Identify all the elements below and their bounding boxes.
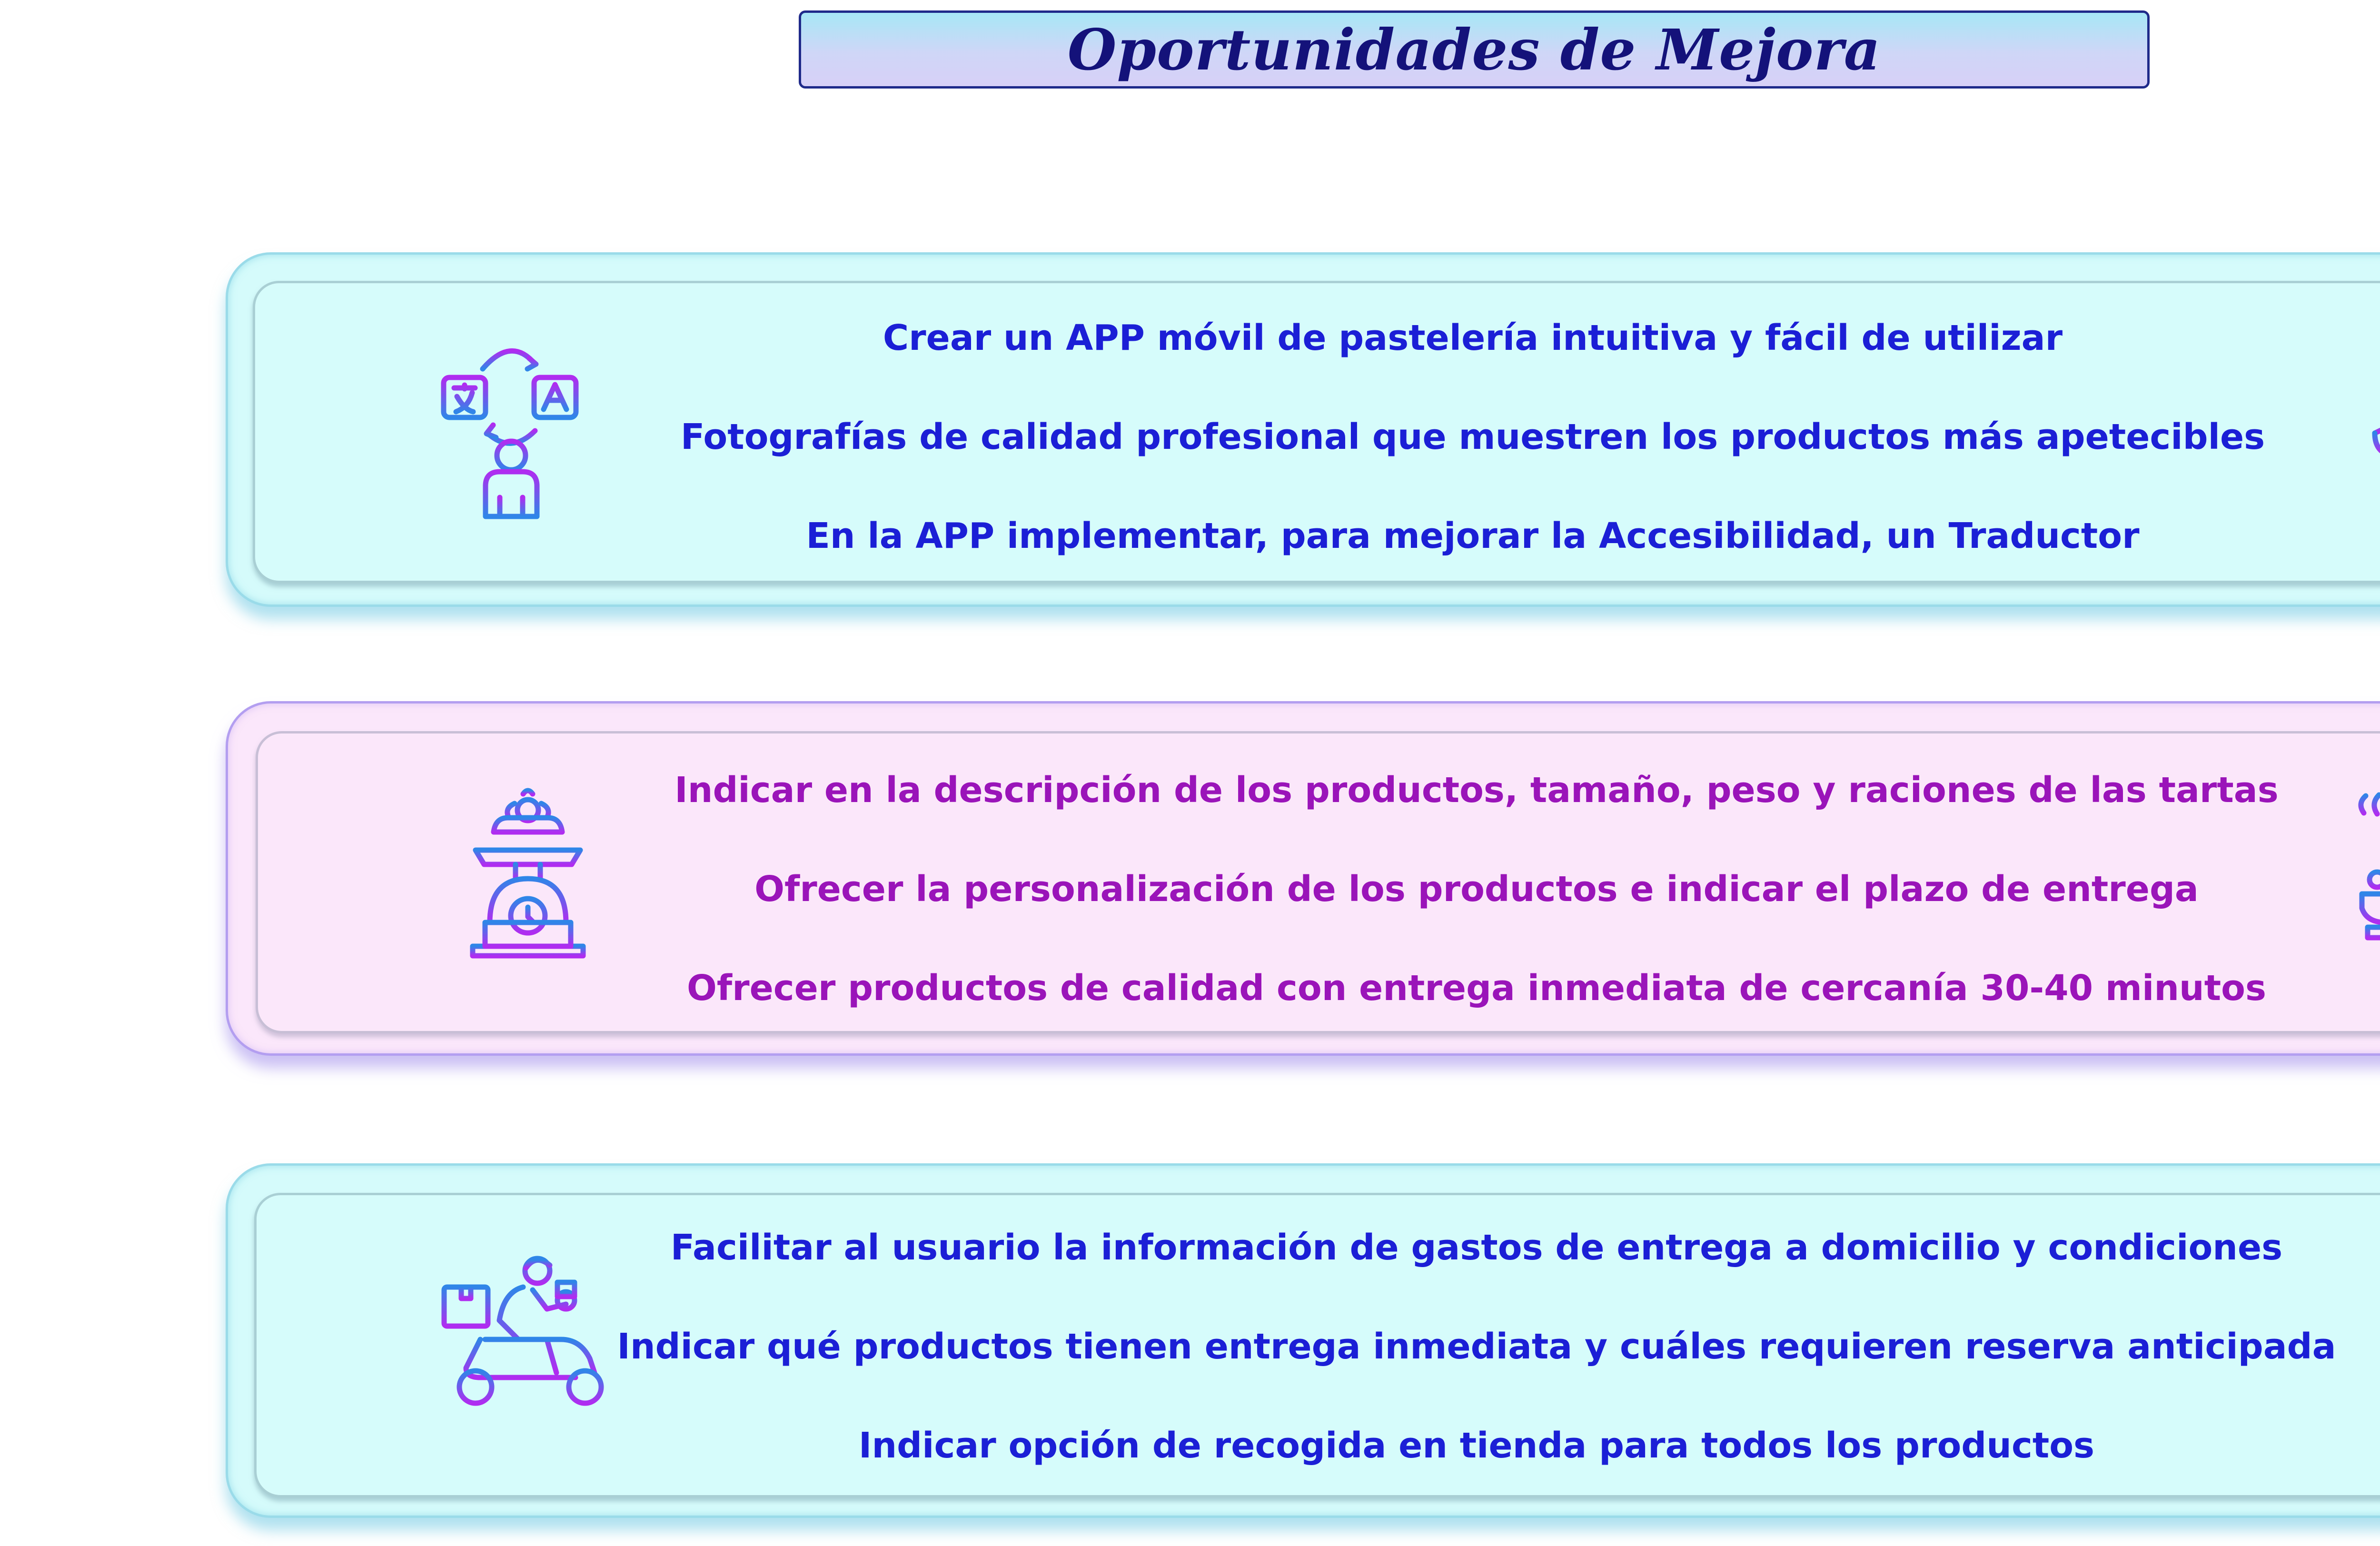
title-banner	[799, 10, 2150, 89]
panel-app-line-3: En la APP implementar, para mejorar la Accesibilidad, un Traductor	[806, 515, 2140, 556]
delivery-scooter-icon	[433, 1249, 614, 1435]
panel-app-line-2: Fotografías de calidad profesional que muestren los productos más apetecibles	[680, 416, 2265, 457]
panel-delivery	[226, 1163, 2380, 1518]
baker-woman-icon	[2353, 784, 2380, 956]
page-title: Oportunidades de Mejora	[1067, 16, 1881, 83]
panel-delivery-line-1: Facilitar al usuario la información de gastos de entrega a domicilio y condiciones	[670, 1227, 2283, 1268]
panel-products	[226, 701, 2380, 1056]
kitchen-scale-icon	[466, 784, 590, 965]
panel-products-line-3: Ofrecer productos de calidad con entrega inmediata de cercanía 30-40 minutos	[686, 968, 2266, 1009]
panel-delivery-line-2: Indicar qué productos tienen entrega inmediata y cuáles requieren reserva anticipada	[617, 1326, 2336, 1367]
panel-app-line-1: Crear un APP móvil de pastelería intuitiva y fácil de utilizar	[883, 317, 2063, 358]
panel-delivery-line-3: Indicar opción de recogida en tienda para todos los productos	[858, 1425, 2095, 1466]
cake-pie-icon	[2365, 343, 2380, 514]
translator-person-icon	[440, 340, 583, 521]
panel-products-line-2: Ofrecer la personalización de los productos e indicar el plazo de entrega	[754, 869, 2199, 910]
panel-products-line-1: Indicar en la descripción de los productos, tamaño, peso y raciones de las tartas	[674, 770, 2279, 811]
panel-app	[226, 252, 2380, 607]
